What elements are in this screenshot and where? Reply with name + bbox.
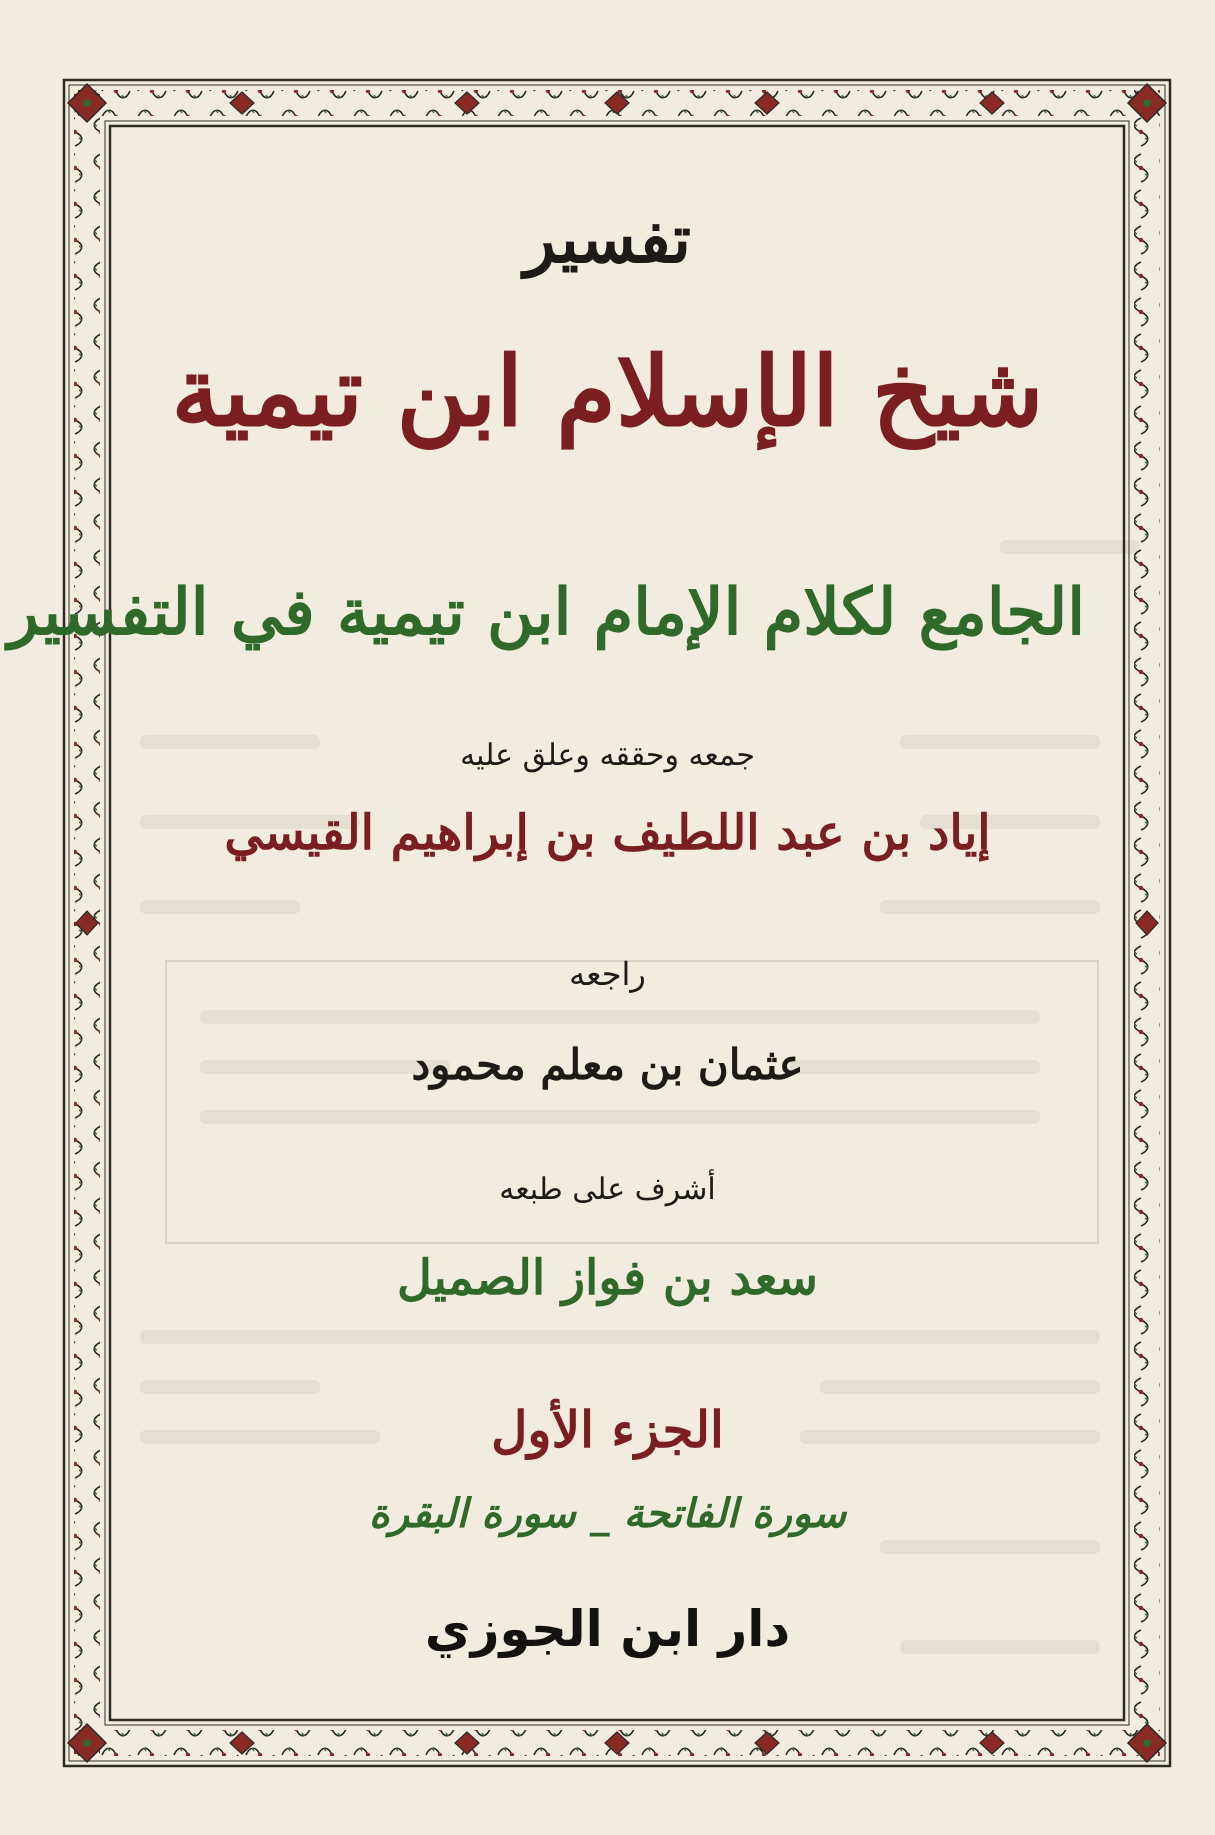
publisher-name: دار ابن الجوزي [424,1600,791,1658]
supervisor-name: سعد بن فواز الصميل [396,1250,819,1306]
main-title: شيخ الإسلام ابن تيمية [171,335,1044,448]
surahs-covered: سورة الفاتحة _ سورة البقرة [368,1490,847,1537]
subtitle: الجامع لكلام الإمام ابن تيمية في التفسير [7,575,1085,650]
author-name: إياد بن عبد اللطيف بن إبراهيم القيسي [224,805,991,861]
compiled-by-label: جمعه وحققه وعلق عليه [460,738,755,773]
supervised-by-label: أشرف على طبعه [499,1172,716,1207]
reviewer-name: عثمان بن معلم محمود [411,1040,804,1089]
heading-tafsir: تفسير [524,200,691,278]
volume-label: الجزء الأول [491,1400,724,1459]
reviewed-by-label: راجعه [569,955,646,993]
